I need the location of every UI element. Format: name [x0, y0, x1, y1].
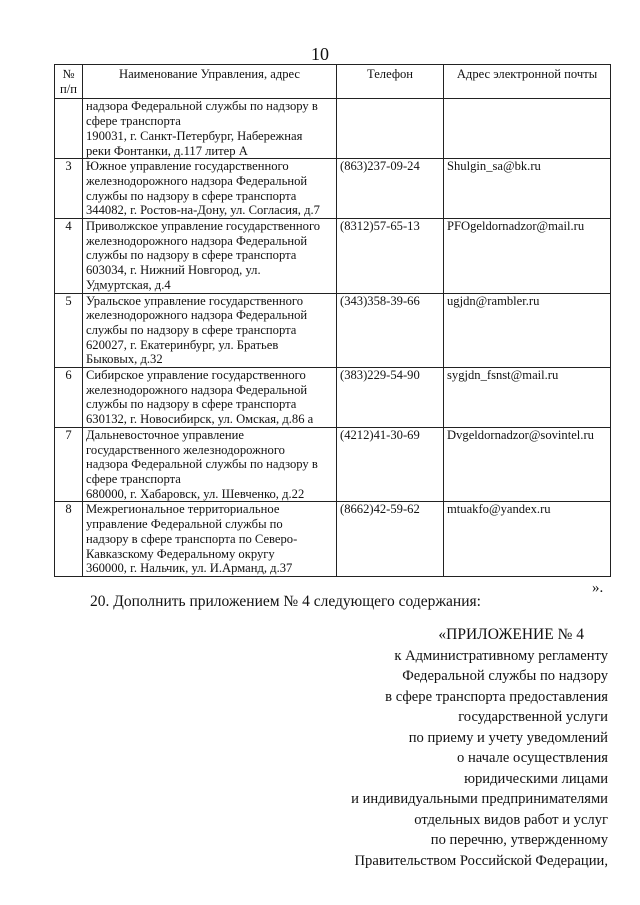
email-cell: mtuakfo@yandex.ru: [444, 502, 611, 577]
appendix-line: юридическими лицами: [464, 770, 608, 787]
page-number: 10: [311, 44, 329, 64]
office-text-line: надзора Федеральной службы по надзору в: [86, 457, 318, 472]
office-text-line: Уральское управление государственного: [86, 293, 304, 308]
email-cell: PFOgeldornadzor@mail.ru: [444, 219, 611, 294]
row-number-cell: 8: [55, 502, 83, 577]
table-body: [55, 99, 611, 577]
office-name-cell: [83, 159, 337, 219]
phone-cell: (383)229-54-90: [337, 368, 444, 428]
office-text-line: сфере транспорта: [86, 471, 181, 486]
appendix-title: «ПРИЛОЖЕНИЕ № 4: [438, 626, 584, 643]
appendix-line: по перечню, утвержденному: [430, 832, 608, 848]
appendix-line: и индивидуальными предпринимателями: [351, 791, 608, 807]
appendix-header-block: [351, 625, 608, 871]
email-cell: sygjdn_fsnst@mail.ru: [444, 368, 611, 428]
office-name-cell: [83, 219, 337, 294]
office-text-line: управление Федеральной службы по: [86, 517, 283, 532]
office-text-line: службы по надзору в сфере транспорта: [86, 188, 297, 203]
column-header-number: № п/п: [55, 65, 83, 99]
column-header-phone: Телефон: [337, 65, 444, 99]
row-number-cell: 4: [55, 219, 83, 294]
appendix-line: отдельных видов работ и услуг: [414, 811, 608, 828]
office-text-line: железнодорожного надзора Федеральной: [86, 382, 308, 397]
clause-20-text: 20. Дополнить приложением № 4 следующего содержания:: [90, 593, 481, 610]
table-row: [55, 427, 611, 502]
phone-cell: (8662)42-59-62: [337, 502, 444, 577]
office-text-line: Быковых, д.32: [86, 352, 163, 367]
email-cell: ugjdn@rambler.ru: [444, 293, 611, 368]
office-text-line: службы по надзору в сфере транспорта: [86, 248, 297, 263]
office-text-line: железнодорожного надзора Федеральной: [86, 173, 308, 188]
column-header-name: Наименование Управления, адрес: [83, 65, 337, 99]
table-header-row: [55, 65, 611, 99]
row-number-cell: 3: [55, 159, 83, 219]
office-text-line: железнодорожного надзора Федеральной: [86, 308, 308, 323]
appendix-line: Федеральной службы по надзору: [402, 668, 608, 684]
office-text-line: Дальневосточное управление: [86, 427, 244, 442]
office-name-cell: [83, 427, 337, 502]
office-text-line: 680000, г. Хабаровск, ул. Шевченко, д.22: [86, 486, 305, 501]
appendix-line: по приему и учету уведомлений: [408, 729, 608, 746]
column-header-email: Адрес электронной почты: [444, 65, 611, 99]
office-text-line: Приволжское управление государственного: [86, 219, 321, 234]
office-text-line: Южное управление государственного: [86, 159, 289, 174]
office-text-line: государственного железнодорожного: [86, 442, 285, 457]
row-number-cell: [55, 99, 83, 159]
office-name-cell: [83, 502, 337, 577]
appendix-line: государственной услуги: [458, 709, 608, 725]
email-cell: Dvgeldornadzor@sovintel.ru: [444, 427, 611, 502]
office-text-line: железнодорожного надзора Федеральной: [86, 233, 308, 248]
row-number-cell: 7: [55, 427, 83, 502]
phone-cell: [337, 99, 444, 159]
table-row: [55, 293, 611, 368]
office-text-line: службы по надзору в сфере транспорта: [86, 397, 297, 412]
office-name-cell: [83, 293, 337, 368]
office-text-line: надзору в сфере транспорта по Северо-: [86, 531, 298, 546]
office-text-line: 620027, г. Екатеринбург, ул. Братьев: [86, 337, 279, 352]
phone-cell: (8312)57-65-13: [337, 219, 444, 294]
table-row: [55, 159, 611, 219]
office-text-line: 190031, г. Санкт-Петербург, Набережная: [86, 128, 303, 143]
office-text-line: 360000, г. Нальчик, ул. И.Арманд, д.37: [86, 561, 293, 576]
table-row: [55, 219, 611, 294]
office-text-line: реки Фонтанки, д.117 литер А: [86, 143, 248, 158]
office-text-line: надзора Федеральной службы по надзору в: [86, 99, 318, 114]
office-text-line: 603034, г. Нижний Новгород, ул.: [86, 263, 261, 278]
office-registry-table: [54, 64, 611, 577]
row-number-cell: 6: [55, 368, 83, 428]
table-row-continuation: [55, 99, 611, 159]
appendix-line: к Административному регламенту: [394, 647, 608, 664]
phone-cell: (343)358-39-66: [337, 293, 444, 368]
table-row: [55, 502, 611, 577]
appendix-line: Правительством Российской Федерации,: [354, 852, 608, 869]
office-text-line: 344082, г. Ростов-на-Дону, ул. Согласия, д.7: [86, 203, 320, 218]
appendix-line: в сфере транспорта предоставления: [385, 688, 608, 705]
office-text-line: 630132, г. Новосибирск, ул. Омская, д.86 а: [86, 412, 314, 427]
office-name-cell: [83, 368, 337, 428]
closing-quote-mark: ».: [592, 580, 604, 596]
office-text-line: службы по надзору в сфере транспорта: [86, 322, 297, 337]
office-text-line: Удмуртская, д.4: [86, 277, 171, 292]
email-cell: [444, 99, 611, 159]
table-row: [55, 368, 611, 428]
phone-cell: (4212)41-30-69: [337, 427, 444, 502]
office-text-line: Межрегиональное территориальное: [86, 502, 280, 517]
office-text-line: сфере транспорта: [86, 114, 181, 129]
phone-cell: (863)237-09-24: [337, 159, 444, 219]
row-number-cell: 5: [55, 293, 83, 368]
email-cell: Shulgin_sa@bk.ru: [444, 159, 611, 219]
office-text-line: Кавказскому Федеральному округу: [86, 546, 275, 561]
appendix-line: о начале осуществления: [457, 750, 608, 766]
office-text-line: Сибирское управление государственного: [86, 368, 306, 383]
office-name-cell: [83, 99, 337, 159]
